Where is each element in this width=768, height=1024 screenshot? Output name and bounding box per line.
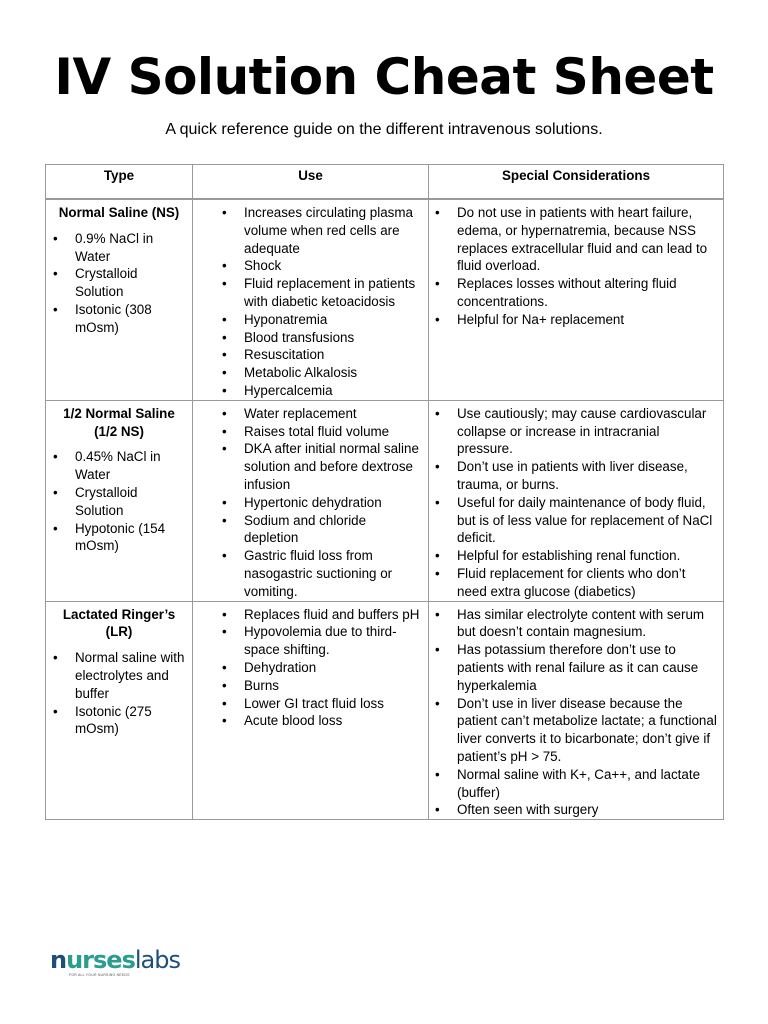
table-header-row [46, 165, 724, 200]
type-detail-item: • Hypotonic (154 mOsm) [75, 520, 186, 556]
table-body [46, 199, 724, 820]
consideration-item: • Normal saline with K+, Ca++, and lactate (buffer) [457, 766, 717, 802]
iv-solution-table [45, 164, 724, 820]
use-item: • Lower GI tract fluid loss [244, 695, 422, 713]
consideration-item: • Has potassium therefore don’t use to patients with renal failure as it can cause hyperkalemia [457, 641, 717, 694]
use-list [193, 401, 428, 601]
use-item: • Hypercalcemia [244, 382, 422, 400]
page-subtitle: A quick reference guide on the different intravenous solutions. [165, 121, 603, 138]
type-cell [46, 400, 193, 601]
considerations-cell [429, 400, 724, 601]
use-item: • Blood transfusions [244, 329, 422, 347]
consideration-item: • Do not use in patients with heart failure, edema, or hypernatremia, because NSS replaces extracellular fluid and can lead to fluid overload. [457, 204, 717, 275]
consideration-item: • Don’t use in liver disease because the patient can’t metabolize lactate; a functional liver converts it to bicarbonate; don’t give if patient’s pH > 75. [457, 695, 717, 766]
use-list [193, 200, 428, 400]
considerations-cell [429, 199, 724, 400]
consideration-item: • Often seen with surgery [457, 801, 717, 819]
consideration-item: • Has similar electrolyte content with serum but doesn’t contain magnesium. [457, 606, 717, 642]
consideration-item: • Use cautiously; may cause cardiovascular collapse or increase in intracranial pressure. [457, 405, 717, 458]
use-item: • Sodium and chloride depletion [244, 512, 422, 548]
type-detail-item: • Isotonic (275 mOsm) [75, 703, 186, 739]
type-details-list [46, 230, 192, 337]
nurseslabs-logo [50, 948, 180, 972]
use-item: • DKA after initial normal saline solution and before dextrose infusion [244, 440, 422, 493]
type-detail-item: • Isotonic (308 mOsm) [75, 301, 186, 337]
considerations-list [429, 602, 723, 820]
use-item: • Resuscitation [244, 346, 422, 364]
use-cell [193, 400, 429, 601]
use-item: • Gastric fluid loss from nasogastric suctioning or vomiting. [244, 547, 422, 600]
use-item: • Hypovolemia due to third-space shifting. [244, 623, 422, 659]
header-considerations: Special Considerations [429, 165, 724, 200]
logo-text-n: n [50, 946, 67, 974]
use-cell [193, 601, 429, 820]
use-item: • Replaces fluid and buffers pH [244, 606, 422, 624]
type-details-list [46, 649, 192, 738]
logo-text-urses: urses [66, 946, 135, 974]
use-item: • Hypertonic dehydration [244, 494, 422, 512]
table-row [46, 601, 724, 820]
considerations-list [429, 200, 723, 329]
table-row [46, 400, 724, 601]
use-item: • Raises total fluid volume [244, 423, 422, 441]
type-detail-item: • Normal saline with electrolytes and buffer [75, 649, 186, 702]
table-row [46, 199, 724, 400]
type-details-list [46, 448, 192, 555]
solution-name: Normal Saline (NS) [58, 205, 180, 220]
use-item: • Hyponatremia [244, 311, 422, 329]
type-cell [46, 199, 193, 400]
logo-text-labs: labs [134, 946, 180, 974]
consideration-item: • Replaces losses without altering fluid concentrations. [457, 275, 717, 311]
type-detail-item: • Crystalloid Solution [75, 265, 186, 301]
considerations-cell [429, 601, 724, 820]
consideration-item: • Fluid replacement for clients who don’t need extra glucose (diabetics) [457, 565, 717, 601]
type-cell [46, 601, 193, 820]
considerations-list [429, 401, 723, 601]
solution-name: Lactated Ringer’s (LR) [62, 606, 176, 640]
use-list [193, 602, 428, 731]
consideration-item: • Don’t use in patients with liver disease, trauma, or burns. [457, 458, 717, 494]
logo-tagline: FOR ALL YOUR NURSING NEEDS [69, 973, 130, 977]
use-item: • Acute blood loss [244, 712, 422, 730]
consideration-item: • Helpful for establishing renal function. [457, 547, 717, 565]
consideration-item: • Useful for daily maintenance of body fluid, but is of less value for replacement of NaCl deficit. [457, 494, 717, 547]
use-item: • Water replacement [244, 405, 422, 423]
use-item: • Metabolic Alkalosis [244, 364, 422, 382]
solution-name: 1/2 Normal Saline (1/2 NS) [63, 405, 175, 439]
header-use: Use [193, 165, 429, 200]
use-item: • Dehydration [244, 659, 422, 677]
page-title: IV Solution Cheat Sheet [54, 48, 714, 106]
type-detail-item: • Crystalloid Solution [75, 484, 186, 520]
use-item: • Increases circulating plasma volume when red cells are adequate [244, 204, 422, 257]
type-detail-item: • 0.45% NaCl in Water [75, 448, 186, 484]
type-detail-item: • 0.9% NaCl in Water [75, 230, 186, 266]
use-item: • Fluid replacement in patients with diabetic ketoacidosis [244, 275, 422, 311]
use-item: • Burns [244, 677, 422, 695]
header-type: Type [46, 165, 193, 200]
consideration-item: • Helpful for Na+ replacement [457, 311, 717, 329]
use-cell [193, 199, 429, 400]
use-item: • Shock [244, 257, 422, 275]
